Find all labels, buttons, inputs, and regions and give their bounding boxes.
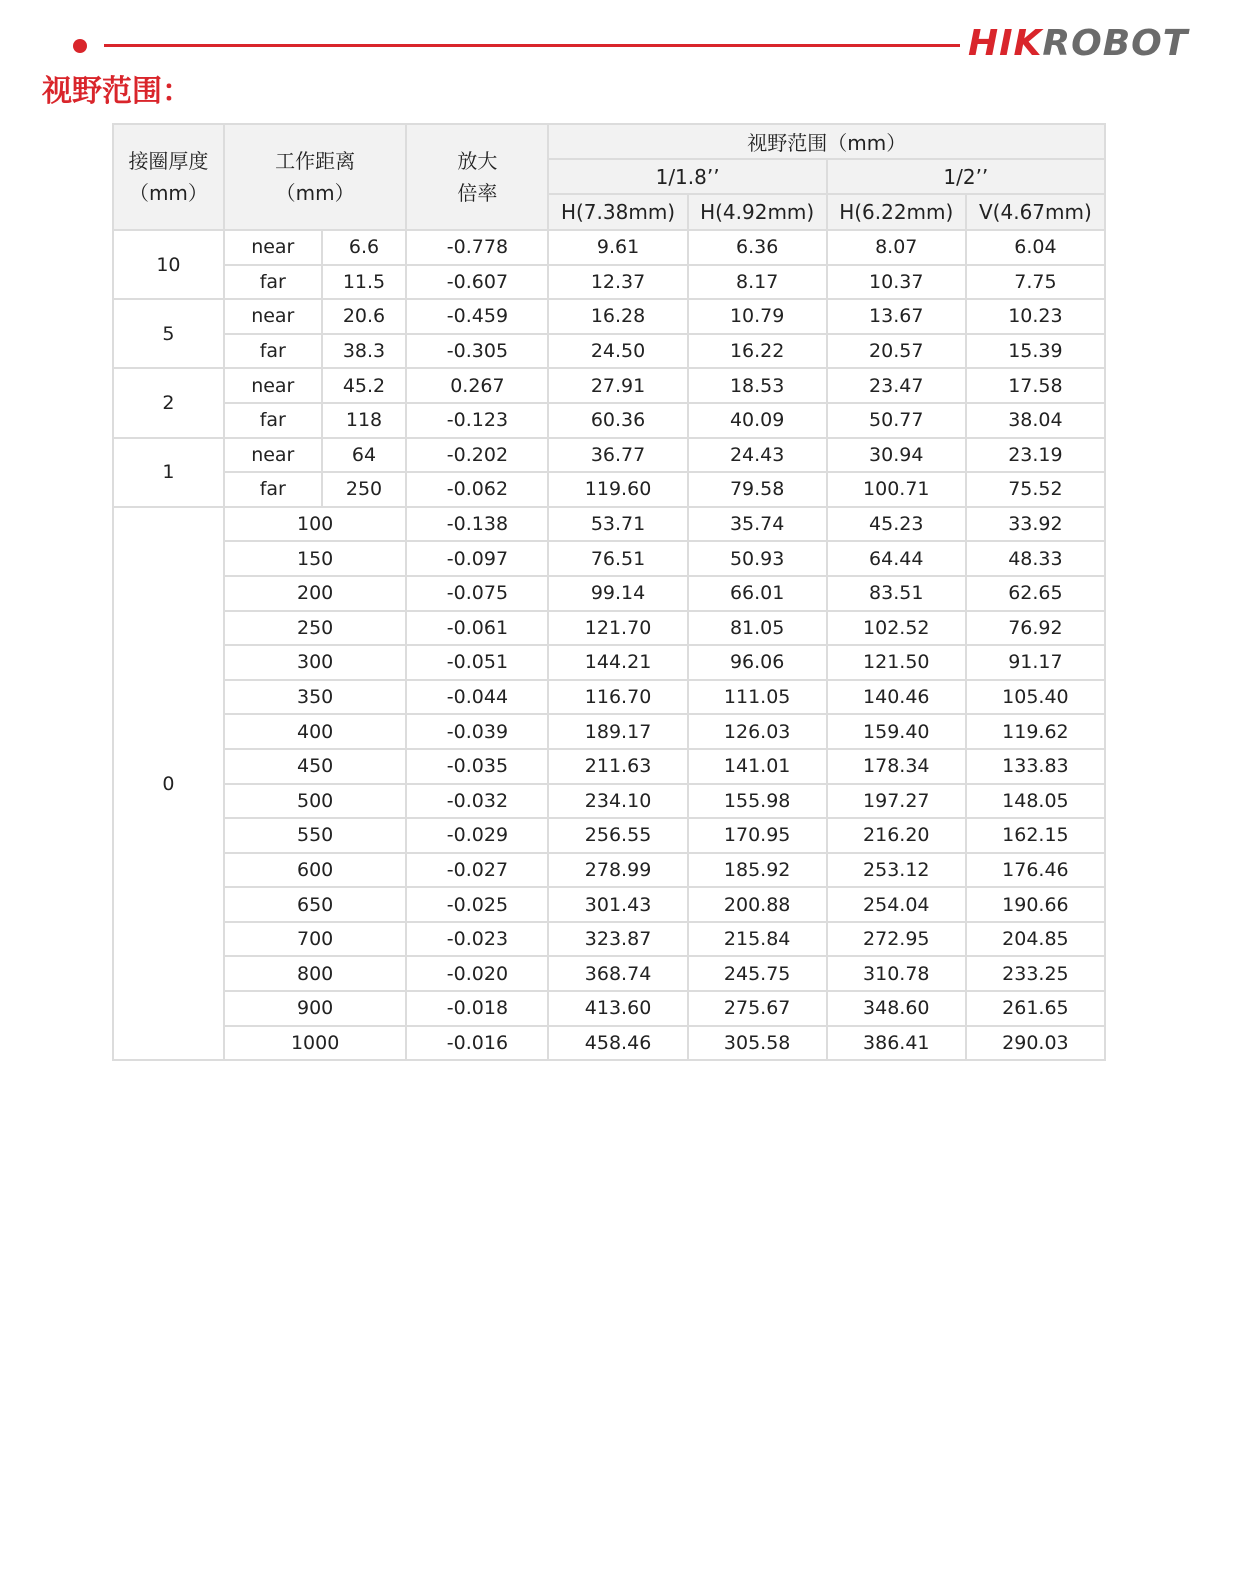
magnification-cell: -0.025	[406, 887, 548, 922]
magnification-cell: -0.035	[406, 749, 548, 784]
fov-b-h-cell: 197.27	[827, 784, 966, 819]
table-row	[113, 853, 1105, 888]
fov-a-v-cell: 215.84	[688, 922, 827, 957]
working-distance-cell: 64	[322, 438, 407, 473]
working-distance-cell: 118	[322, 403, 407, 438]
table-header	[113, 124, 1105, 230]
fov-b-h-cell: 100.71	[827, 472, 966, 507]
magnification-cell: -0.029	[406, 818, 548, 853]
fov-a-v-cell: 35.74	[688, 507, 827, 542]
fov-a-h-cell: 234.10	[548, 784, 687, 819]
fov-a-h-cell: 76.51	[548, 541, 687, 576]
magnification-cell: -0.023	[406, 922, 548, 957]
table-row	[113, 472, 1105, 507]
fov-b-v-cell: 10.23	[966, 299, 1105, 334]
position-cell: far	[224, 403, 322, 438]
table-row	[113, 714, 1105, 749]
ring-thickness-cell: 0	[113, 507, 224, 1061]
table-row	[113, 784, 1105, 819]
working-distance-cell: 1000	[224, 1026, 406, 1061]
working-distance-cell: 100	[224, 507, 406, 542]
fov-a-h-cell: 368.74	[548, 956, 687, 991]
brand-logo	[968, 22, 1188, 66]
fov-a-v-cell: 96.06	[688, 645, 827, 680]
table-body	[113, 230, 1105, 1060]
fov-a-h-cell: 53.71	[548, 507, 687, 542]
fov-a-v-cell: 126.03	[688, 714, 827, 749]
magnification-cell: -0.044	[406, 680, 548, 715]
ring-thickness-cell: 10	[113, 230, 224, 299]
table-row	[113, 507, 1105, 542]
col-sensor-b-v-header: V(4.67mm)	[966, 194, 1105, 230]
position-cell: near	[224, 368, 322, 403]
fov-b-h-cell: 10.37	[827, 265, 966, 300]
fov-b-v-cell: 91.17	[966, 645, 1105, 680]
fov-b-h-cell: 20.57	[827, 334, 966, 369]
position-cell: near	[224, 438, 322, 473]
table-row	[113, 299, 1105, 334]
magnification-cell: -0.020	[406, 956, 548, 991]
working-distance-cell: 800	[224, 956, 406, 991]
working-distance-header	[224, 124, 406, 230]
magnification-cell: -0.018	[406, 991, 548, 1026]
working-distance-cell: 6.6	[322, 230, 407, 265]
working-distance-cell: 350	[224, 680, 406, 715]
working-distance-header-line1: 工作距离	[275, 149, 356, 173]
working-distance-cell: 250	[224, 611, 406, 646]
fov-a-h-cell: 12.37	[548, 265, 687, 300]
fov-a-v-cell: 79.58	[688, 472, 827, 507]
magnification-header-line2: 倍率	[457, 181, 498, 205]
working-distance-cell: 650	[224, 887, 406, 922]
fov-b-h-cell: 121.50	[827, 645, 966, 680]
table-row	[113, 887, 1105, 922]
fov-a-h-cell: 211.63	[548, 749, 687, 784]
magnification-cell: -0.016	[406, 1026, 548, 1061]
fov-b-v-cell: 75.52	[966, 472, 1105, 507]
fov-a-v-cell: 111.05	[688, 680, 827, 715]
fov-b-h-cell: 83.51	[827, 576, 966, 611]
fov-a-h-cell: 189.17	[548, 714, 687, 749]
fov-b-v-cell: 105.40	[966, 680, 1105, 715]
working-distance-cell: 450	[224, 749, 406, 784]
fov-b-h-cell: 8.07	[827, 230, 966, 265]
field-of-view-header: 视野范围（mm）	[548, 124, 1105, 159]
fov-a-v-cell: 24.43	[688, 438, 827, 473]
fov-a-v-cell: 40.09	[688, 403, 827, 438]
fov-a-v-cell: 200.88	[688, 887, 827, 922]
magnification-cell: -0.027	[406, 853, 548, 888]
fov-table	[112, 123, 1106, 1061]
fov-b-v-cell: 17.58	[966, 368, 1105, 403]
fov-b-h-cell: 254.04	[827, 887, 966, 922]
fov-a-v-cell: 170.95	[688, 818, 827, 853]
fov-b-h-cell: 310.78	[827, 956, 966, 991]
working-distance-cell: 300	[224, 645, 406, 680]
working-distance-cell: 11.5	[322, 265, 407, 300]
magnification-cell: -0.202	[406, 438, 548, 473]
magnification-cell: -0.097	[406, 541, 548, 576]
fov-b-v-cell: 76.92	[966, 611, 1105, 646]
fov-a-h-cell: 144.21	[548, 645, 687, 680]
fov-a-v-cell: 141.01	[688, 749, 827, 784]
ring-thickness-header-line2: （mm）	[128, 181, 208, 205]
table-row	[113, 818, 1105, 853]
fov-a-h-cell: 36.77	[548, 438, 687, 473]
fov-b-v-cell: 204.85	[966, 922, 1105, 957]
fov-b-h-cell: 140.46	[827, 680, 966, 715]
section-title: 视野范围：	[42, 74, 192, 109]
working-distance-cell: 900	[224, 991, 406, 1026]
fov-b-h-cell: 348.60	[827, 991, 966, 1026]
working-distance-cell: 45.2	[322, 368, 407, 403]
working-distance-cell: 38.3	[322, 334, 407, 369]
fov-a-h-cell: 16.28	[548, 299, 687, 334]
fov-a-v-cell: 18.53	[688, 368, 827, 403]
fov-a-v-cell: 6.36	[688, 230, 827, 265]
fov-b-v-cell: 190.66	[966, 887, 1105, 922]
col-sensor-a-v-header: H(4.92mm)	[688, 194, 827, 230]
fov-b-h-cell: 30.94	[827, 438, 966, 473]
working-distance-cell: 700	[224, 922, 406, 957]
fov-b-v-cell: 15.39	[966, 334, 1105, 369]
fov-a-h-cell: 27.91	[548, 368, 687, 403]
header-bullet-dot	[73, 39, 87, 53]
fov-b-v-cell: 48.33	[966, 541, 1105, 576]
magnification-cell: -0.778	[406, 230, 548, 265]
fov-a-v-cell: 275.67	[688, 991, 827, 1026]
fov-a-v-cell: 305.58	[688, 1026, 827, 1061]
magnification-cell: -0.075	[406, 576, 548, 611]
fov-b-v-cell: 6.04	[966, 230, 1105, 265]
fov-a-h-cell: 116.70	[548, 680, 687, 715]
sensor-1-1.8-header: 1/1.8’’	[548, 159, 826, 194]
position-cell: near	[224, 230, 322, 265]
fov-a-h-cell: 60.36	[548, 403, 687, 438]
col-sensor-a-h-header: H(7.38mm)	[548, 194, 687, 230]
fov-b-v-cell: 176.46	[966, 853, 1105, 888]
fov-a-h-cell: 9.61	[548, 230, 687, 265]
fov-a-h-cell: 413.60	[548, 991, 687, 1026]
fov-b-v-cell: 162.15	[966, 818, 1105, 853]
table-row	[113, 1026, 1105, 1061]
position-cell: near	[224, 299, 322, 334]
fov-a-h-cell: 119.60	[548, 472, 687, 507]
magnification-cell: -0.061	[406, 611, 548, 646]
fov-b-h-cell: 253.12	[827, 853, 966, 888]
magnification-cell: 0.267	[406, 368, 548, 403]
magnification-cell: -0.305	[406, 334, 548, 369]
fov-b-v-cell: 23.19	[966, 438, 1105, 473]
magnification-cell: -0.051	[406, 645, 548, 680]
fov-b-v-cell: 261.65	[966, 991, 1105, 1026]
fov-a-v-cell: 66.01	[688, 576, 827, 611]
fov-b-h-cell: 386.41	[827, 1026, 966, 1061]
sensor-1-2-header: 1/2’’	[827, 159, 1105, 194]
table-row	[113, 438, 1105, 473]
fov-b-h-cell: 13.67	[827, 299, 966, 334]
table-row	[113, 645, 1105, 680]
fov-b-h-cell: 45.23	[827, 507, 966, 542]
fov-a-v-cell: 16.22	[688, 334, 827, 369]
table-row	[113, 541, 1105, 576]
fov-a-h-cell: 323.87	[548, 922, 687, 957]
magnification-cell: -0.459	[406, 299, 548, 334]
brand-logo-robot: ROBOT	[1042, 23, 1189, 64]
ring-thickness-cell: 1	[113, 438, 224, 507]
table-row	[113, 680, 1105, 715]
working-distance-cell: 400	[224, 714, 406, 749]
fov-a-h-cell: 301.43	[548, 887, 687, 922]
table-row	[113, 956, 1105, 991]
header-rule	[104, 44, 960, 47]
fov-a-v-cell: 155.98	[688, 784, 827, 819]
magnification-cell: -0.039	[406, 714, 548, 749]
working-distance-cell: 20.6	[322, 299, 407, 334]
working-distance-cell: 150	[224, 541, 406, 576]
fov-b-h-cell: 50.77	[827, 403, 966, 438]
fov-a-v-cell: 81.05	[688, 611, 827, 646]
ring-thickness-header-line1: 接圈厚度	[128, 149, 209, 173]
fov-b-v-cell: 7.75	[966, 265, 1105, 300]
table-row	[113, 265, 1105, 300]
fov-b-h-cell: 272.95	[827, 922, 966, 957]
table-row	[113, 749, 1105, 784]
table-row	[113, 230, 1105, 265]
fov-a-h-cell: 278.99	[548, 853, 687, 888]
table-row	[113, 403, 1105, 438]
fov-b-v-cell: 233.25	[966, 956, 1105, 991]
brand-logo-hik: HIK	[968, 23, 1043, 64]
fov-b-v-cell: 148.05	[966, 784, 1105, 819]
fov-b-v-cell: 290.03	[966, 1026, 1105, 1061]
table-row	[113, 611, 1105, 646]
magnification-cell: -0.062	[406, 472, 548, 507]
working-distance-cell: 200	[224, 576, 406, 611]
magnification-cell: -0.032	[406, 784, 548, 819]
fov-a-v-cell: 10.79	[688, 299, 827, 334]
fov-b-h-cell: 23.47	[827, 368, 966, 403]
table-row	[113, 576, 1105, 611]
fov-b-v-cell: 33.92	[966, 507, 1105, 542]
fov-a-h-cell: 458.46	[548, 1026, 687, 1061]
fov-b-v-cell: 38.04	[966, 403, 1105, 438]
fov-b-v-cell: 119.62	[966, 714, 1105, 749]
col-sensor-b-h-header: H(6.22mm)	[827, 194, 966, 230]
fov-b-h-cell: 102.52	[827, 611, 966, 646]
fov-a-v-cell: 245.75	[688, 956, 827, 991]
fov-b-v-cell: 133.83	[966, 749, 1105, 784]
fov-a-v-cell: 8.17	[688, 265, 827, 300]
position-cell: far	[224, 334, 322, 369]
fov-a-h-cell: 121.70	[548, 611, 687, 646]
magnification-cell: -0.123	[406, 403, 548, 438]
fov-b-h-cell: 159.40	[827, 714, 966, 749]
fov-b-v-cell: 62.65	[966, 576, 1105, 611]
fov-a-v-cell: 185.92	[688, 853, 827, 888]
fov-b-h-cell: 64.44	[827, 541, 966, 576]
working-distance-cell: 550	[224, 818, 406, 853]
fov-b-h-cell: 178.34	[827, 749, 966, 784]
fov-a-v-cell: 50.93	[688, 541, 827, 576]
table-row	[113, 334, 1105, 369]
fov-b-h-cell: 216.20	[827, 818, 966, 853]
table-row	[113, 991, 1105, 1026]
ring-thickness-header	[113, 124, 224, 230]
fov-a-h-cell: 99.14	[548, 576, 687, 611]
table-row	[113, 922, 1105, 957]
working-distance-cell: 250	[322, 472, 407, 507]
magnification-cell: -0.607	[406, 265, 548, 300]
magnification-header-line1: 放大	[457, 149, 498, 173]
working-distance-cell: 600	[224, 853, 406, 888]
magnification-cell: -0.138	[406, 507, 548, 542]
table-row	[113, 368, 1105, 403]
fov-a-h-cell: 24.50	[548, 334, 687, 369]
ring-thickness-cell: 5	[113, 299, 224, 368]
ring-thickness-cell: 2	[113, 368, 224, 437]
magnification-header	[406, 124, 548, 230]
fov-a-h-cell: 256.55	[548, 818, 687, 853]
position-cell: far	[224, 472, 322, 507]
position-cell: far	[224, 265, 322, 300]
working-distance-cell: 500	[224, 784, 406, 819]
working-distance-header-line2: （mm）	[275, 181, 355, 205]
